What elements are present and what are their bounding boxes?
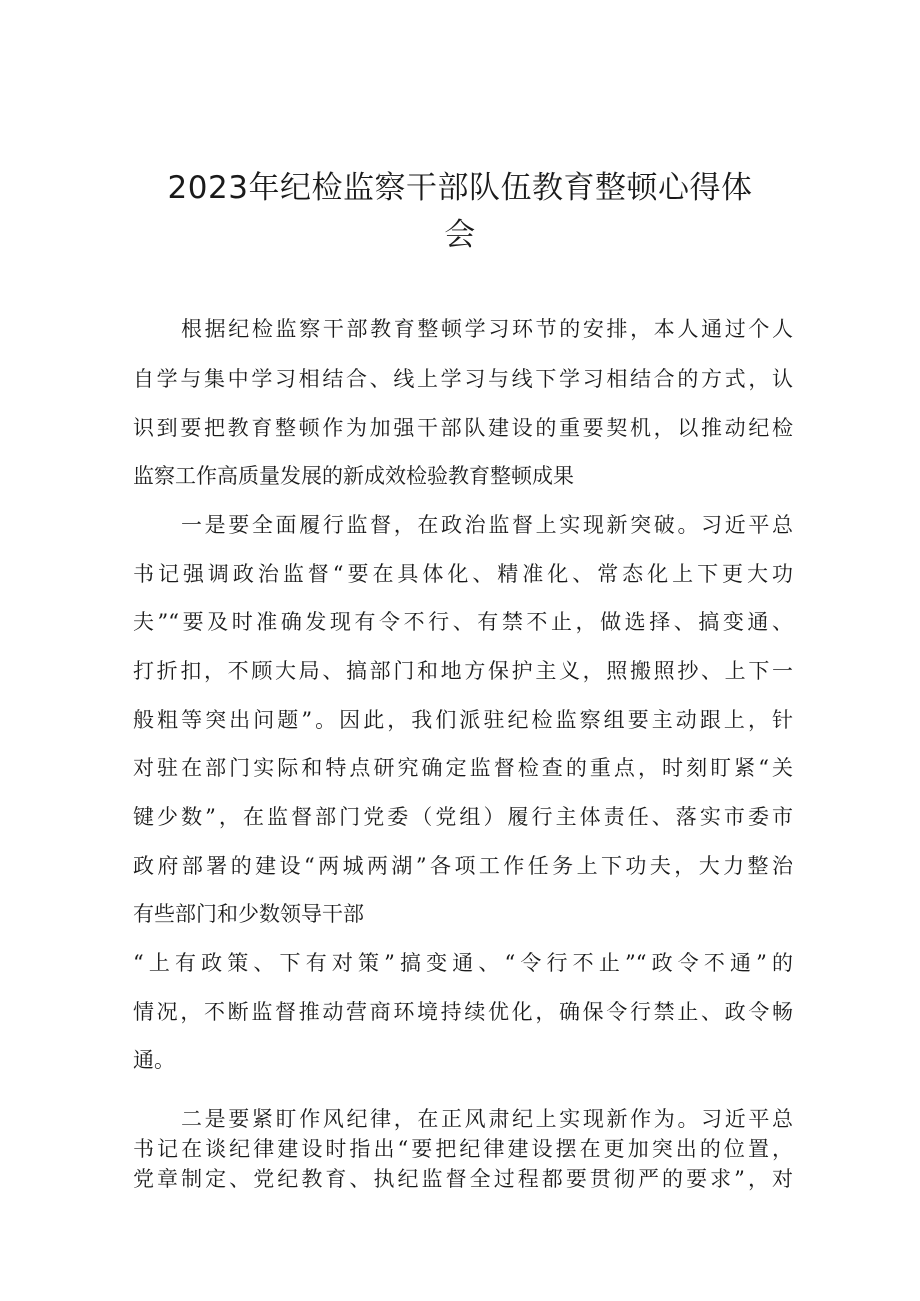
paragraph-1-line-4: 监察工作高质量发展的新成效检验教育整顿成果 [133, 464, 574, 488]
paragraph-2-line-8: 政府部署的建设“两城两湖”各项工作任务上下功夫，大力整治 [133, 854, 793, 878]
document-title-line-2: 会 [444, 217, 476, 253]
paragraph-3-line-3: 党章制定、党纪教育、执纪监督全过程都要贯彻严的要求”，对 [133, 1167, 793, 1191]
paragraph-3-line-1: 二是要紧盯作风纪律，在正风肃纪上实现新作为。习近平总 [181, 1107, 793, 1131]
paragraph-2-line-10: “上有政策、下有对策”搞变通、“令行不止”“政令不通”的 [133, 951, 793, 975]
paragraph-2-line-9: 有些部门和少数领导干部 [133, 902, 364, 926]
paragraph-1-line-1: 根据纪检监察干部教育整顿学习环节的安排，本人通过个人 [181, 317, 793, 341]
paragraph-2-line-6: 对驻在部门实际和特点研究确定监督检查的重点，时刻盯紧“关 [133, 756, 793, 780]
paragraph-1-line-3: 识到要把教育整顿作为加强干部队建设的重要契机，以推动纪检 [133, 416, 793, 440]
paragraph-2-line-1: 一是要全面履行监督，在政治监督上实现新突破。习近平总 [181, 513, 793, 537]
paragraph-2-line-4: 打折扣，不顾大局、搞部门和地方保护主义，照搬照抄、上下一 [133, 659, 793, 683]
paragraph-2-line-12: 通。 [133, 1048, 175, 1072]
paragraph-1-line-2: 自学与集中学习相结合、线上学习与线下学习相结合的方式，认 [133, 367, 793, 391]
paragraph-3-line-2: 书记在谈纪律建设时指出“要把纪律建设摆在更加突出的位置， [133, 1137, 793, 1161]
paragraph-2-line-11: 情况，不断监督推动营商环境持续优化，确保令行禁止、政令畅 [133, 1000, 793, 1024]
paragraph-2-line-3: 夫”“要及时准确发现有令不行、有禁不止，做选择、搞变通、 [133, 610, 793, 634]
paragraph-2-line-5: 般粗等突出问题”。因此，我们派驻纪检监察组要主动跟上，针 [133, 708, 793, 732]
document-title-line-1: 2023年纪检监察干部队伍教育整顿心得体 [167, 170, 753, 206]
paragraph-2-line-2: 书记强调政治监督“要在具体化、精准化、常态化上下更大功 [133, 562, 793, 586]
paragraph-2-line-7: 键少数”，在监督部门党委（党组）履行主体责任、落实市委市 [133, 805, 793, 829]
